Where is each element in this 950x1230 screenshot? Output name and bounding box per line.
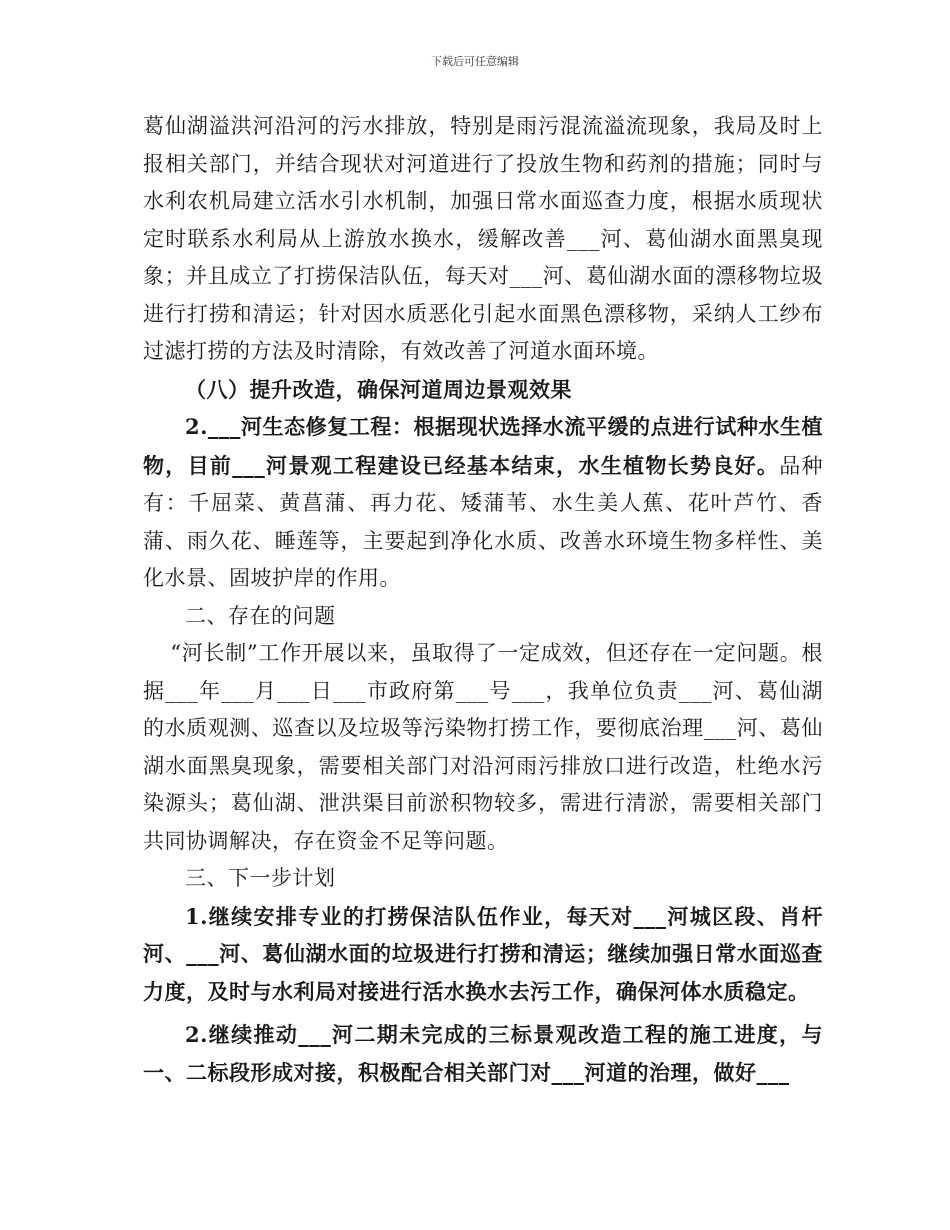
section-heading-problems: 二、存在的问题 (185, 603, 336, 628)
section-heading-8: （八）提升改造，确保河道周边景观效果 (185, 376, 572, 402)
paragraph-problems: “河长制”工作开展以来，虽取得了一定成效，但还存在一定问题。根据___年___月___日___市政府第___号___，我单位负责___河、葛仙湖的水质观测、巡查以及垃圾等污染物打捞工作，要彻底治理___河、葛仙湖水面黑臭现象，需要相关部门对沿河雨污排放口进行改造，杜绝水污染源头；葛仙湖、泄洪渠目前淤积物较多，需进行清淤，需要相关部门共同协调解决，存在资金不足等问题。 (143, 641, 823, 853)
paragraph-water-treatment: 葛仙湖溢洪河沿河的污水排放，特别是雨污混流溢流现象，我局及时上报相关部门，并结合现状对河道进行了投放生物和药剂的措施；同时与水利农机局建立活水引水机制，加强日常水面巡查力度，根据水质现状定时联系水利局从上游放水换水，缓解改善___河、葛仙湖水面黑臭现象；并且成立了打捞保洁队伍，每天对___河、葛仙湖水面的漂移物垃圾进行打捞和清运；针对因水质恶化引起水面黑色漂移物，采纳人工纱布过滤打捞的方法及时清除，有效改善了河道水面环境。 (143, 114, 823, 363)
paragraph-plan-2: 2.继续推动___河二期未完成的三标景观改造工程的施工进度，与一、二标段形成对接，积极配合相关部门对___河道的治理，做好___ (143, 1022, 823, 1085)
document-body (143, 108, 823, 1091)
ecological-restoration-species: 品种有：千屈菜、黄菖蒲、再力花、矮蒲苇、水生美人蕉、花叶芦竹、香蒲、雨久花、睡莲等，主要起到净化水质、改善水环境生物多样性、美化水景、固坡护岸的作用。 (143, 453, 823, 590)
paragraph-ecological-restoration (143, 408, 823, 598)
ecological-restoration-bold: 2.___河生态修复工程：根据现状选择水流平缓的点进行试种水生植物，目前___河景观工程建设已经基本结束，水生植物长势良好。 (143, 414, 823, 478)
paragraph-plan-1: 1.继续安排专业的打捞保洁队伍作业，每天对___河城区段、肖杆河、___河、葛仙湖水面的垃圾进行打捞和清运；继续加强日常水面巡查力度，及时与水利局对接进行活水换水去污工作，确保河体水质稳定。 (143, 903, 823, 1004)
section-heading-next-steps: 三、下一步计划 (185, 866, 336, 890)
page-header: 下载后可任意编辑 (431, 55, 519, 68)
